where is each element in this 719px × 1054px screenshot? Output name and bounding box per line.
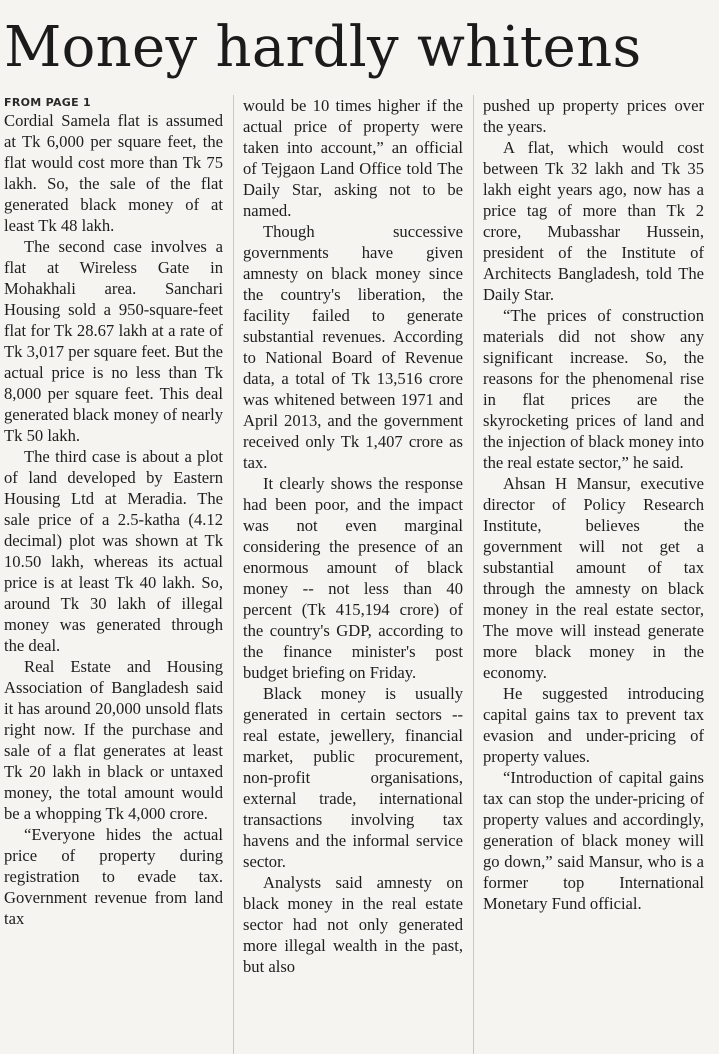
paragraph: Black money is usually generated in certain sectors -- real estate, jewellery, financial market, public procurement, non-profit organisations, external trade, international transactions involving tax havens and the informal service sector. [243, 684, 463, 871]
paragraph: “The prices of construction materials did not show any significant increase. So, the reasons for the phenomenal rise in flat prices are the skyrocketing prices of land and the injection of black money into the real estate sector,” he said. [483, 306, 704, 472]
paragraph: Cordial Samela flat is assumed at Tk 6,000 per square feet, the flat would cost more than Tk 75 lakh. So, the sale of the flat generated black money of at least Tk 48 lakh. [4, 111, 223, 235]
paragraph: The second case involves a flat at Wireless Gate in Mohakhali area. Sanchari Housing sold a 950-square-feet flat for Tk 28.67 lakh at a rate of Tk 3,017 per square feet. But the actual price is no less than Tk 8,000 per square feet. This deal generated black money of nearly Tk 50 lakh. [4, 237, 223, 445]
kicker: FROM PAGE 1 [4, 96, 92, 109]
paragraph: “Introduction of capital gains tax can stop the under-pricing of property values and accordingly, generation of black money will go down,” said Mansur, who is a former top International Monetary Fund official. [483, 768, 704, 913]
paragraph: Ahsan H Mansur, executive director of Policy Research Institute, believes the government will not get a substantial amount of tax through the amnesty on black money in the real estate sector, The move will instead generate more black money in the economy. [483, 474, 704, 682]
column-divider [233, 95, 234, 1054]
paragraph: Analysts said amnesty on black money in the real estate sector had not only generated more illegal wealth in the past, but also [243, 873, 463, 976]
column-divider [473, 95, 474, 1054]
paragraph: He suggested introducing capital gains tax to prevent tax evasion and under-pricing of property values. [483, 684, 704, 766]
paragraph: Though successive governments have given amnesty on black money since the country's liberation, the facility failed to generate substantial revenues. According to National Board of Revenue data, a total of Tk 13,516 crore was whitened between 1971 and April 2013, and the government received only Tk 1,407 crore as tax. [243, 222, 463, 472]
paragraph: pushed up property prices over the years. [483, 96, 704, 136]
paragraph: Real Estate and Housing Association of Bangladesh said it has around 20,000 unsold flats right now. If the purchase and sale of a flat generates at least Tk 20 lakh in black or untaxed money, the total amount would be a whopping Tk 4,000 crore. [4, 657, 223, 823]
paragraph: “Everyone hides the actual price of property during registration to evade tax. Government revenue from land tax [4, 825, 223, 928]
article-column-3 [483, 95, 704, 1054]
article-column-2 [243, 95, 463, 1054]
paragraph: The third case is about a plot of land developed by Eastern Housing Ltd at Meradia. The sale price of a 2.5-katha (4.12 decimal) plot was shown at Tk 10.50 lakh, whereas its actual price is at least Tk 40 lakh. So, around Tk 30 lakh of illegal money was generated through the deal. [4, 447, 223, 655]
article-column-1 [4, 95, 223, 1054]
paragraph: It clearly shows the response had been poor, and the impact was not even marginal considering the presence of an enormous amount of black money -- not less than 40 percent (Tk 415,194 crore) of the country's GDP, according to the finance minister's post budget briefing on Friday. [243, 474, 463, 682]
paragraph: would be 10 times higher if the actual price of property were taken into account,” an official of Tejgaon Land Office told The Daily Star, asking not to be named. [243, 96, 463, 220]
headline: Money hardly whitens [4, 15, 642, 80]
paragraph: A flat, which would cost between Tk 32 lakh and Tk 35 lakh eight years ago, now has a price tag of more than Tk 2 crore, Mubasshar Hussein, president of the Institute of Architects Bangladesh, told The Daily Star. [483, 138, 704, 304]
